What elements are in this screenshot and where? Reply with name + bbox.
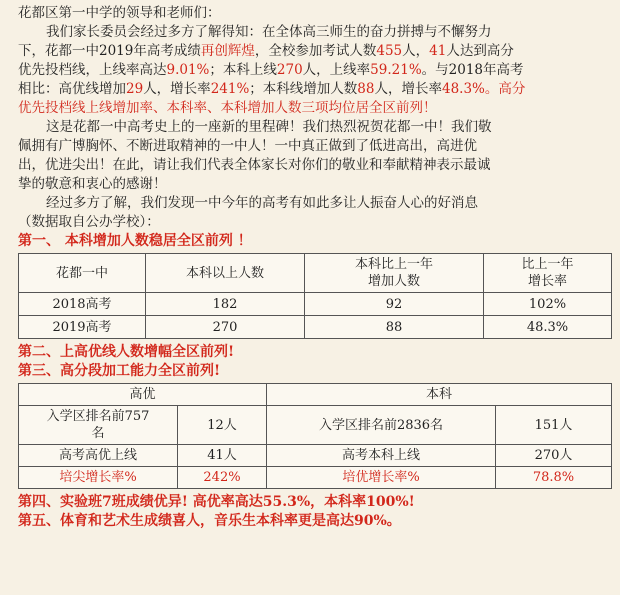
table-row (19, 293, 612, 316)
table-cell: 270 (146, 316, 305, 339)
section-4-heading: 第四、实验班7班成绩优异! 高优率高达55.3%，本科率100%! (18, 494, 415, 510)
table-header-cell: 本科以上人数 (146, 254, 305, 293)
table-cell: 242% (178, 467, 267, 489)
table-cell: 78.8% (496, 467, 612, 489)
paragraph-3-line-2: （数据取自公办学校）： (18, 214, 160, 230)
table-header-row (19, 384, 612, 406)
table-cell: 培尖增长率% (19, 467, 178, 489)
table-header-cell: 本科 (267, 384, 612, 406)
table-row (19, 316, 612, 339)
table-cell: 12人 (178, 406, 267, 445)
table-header-cell: 花都一中 (19, 254, 146, 293)
table-row (19, 467, 612, 489)
table-header-cell: 本科比上一年 增加人数 (305, 254, 484, 293)
section-5-heading: 第五、体育和艺术生成绩喜人，音乐生本科率更是高达90%。 (18, 513, 401, 529)
table-undergrad-growth (18, 253, 612, 339)
paragraph-1-line-1: 我们家长委员会经过多方了解得知：在全体高三师生的奋力拼搏与不懈努力 (46, 24, 492, 40)
table-top-vs-undergrad (18, 383, 612, 489)
paragraph-2-line-2: 佩拥有广博胸怀、不断进取精神的一中人！一中真正做到了低进高出，高进优 (18, 138, 477, 154)
paragraph-2-line-4: 挚的敬意和衷心的感谢！ (18, 176, 167, 192)
paragraph-1-line-5: 优先投档线上线增加率、本科率、本科增加人数三项均位居全区前列！ (18, 100, 437, 116)
table-cell: 182 (146, 293, 305, 316)
section-1-heading: 第一、 本科增加人数稳居全区前列 ！ (18, 233, 252, 249)
paragraph-1-line-4: 相比：高优线增加29人，增长率241%；本科线增加人数88人，增长率48.3%。高分 (18, 81, 526, 97)
paragraph-1-line-2: 下，花都一中2019年高考成绩再创辉煌，全校参加考试人数455人，41人达到高分 (18, 43, 514, 59)
paragraph-1-line-3: 优先投档线，上线率高达9.01%；本科上线270人，上线率59.21%。与2018年高考 (18, 62, 524, 78)
table-cell: 培优增长率% (267, 467, 496, 489)
table-row (19, 445, 612, 467)
table-cell: 高考高优上线 (19, 445, 178, 467)
table-header-cell: 比上一年 增长率 (484, 254, 612, 293)
section-3-heading: 第三、高分段加工能力全区前列! (18, 363, 221, 379)
table-cell: 入学区排名前757 名 (19, 406, 178, 445)
paragraph-2-line-3: 出，优进尖出！在此，请让我们代表全体家长对你们的敬业和奉献精神表示最诚 (18, 157, 491, 173)
table-cell: 88 (305, 316, 484, 339)
salutation: 花都区第一中学的领导和老师们： (18, 5, 221, 21)
table-cell: 102% (484, 293, 612, 316)
table-header-cell: 高优 (19, 384, 267, 406)
table-row (19, 406, 612, 445)
table-header-row (19, 254, 612, 293)
table-cell: 入学区排名前2836名 (267, 406, 496, 445)
table-cell: 高考本科上线 (267, 445, 496, 467)
table-cell: 92 (305, 293, 484, 316)
table-cell: 41人 (178, 445, 267, 467)
table-cell: 2018高考 (19, 293, 146, 316)
paragraph-3-line-1: 经过多方了解，我们发现一中今年的高考有如此多让人振奋人心的好消息 (46, 195, 478, 211)
table-cell: 270人 (496, 445, 612, 467)
section-2-heading: 第二、上高优线人数增幅全区前列! (18, 344, 235, 360)
table-cell: 2019高考 (19, 316, 146, 339)
table-cell: 48.3% (484, 316, 612, 339)
table-cell: 151人 (496, 406, 612, 445)
paragraph-2-line-1: 这是花都一中高考史上的一座新的里程碑！我们热烈祝贺花都一中！我们敬 (46, 119, 492, 135)
